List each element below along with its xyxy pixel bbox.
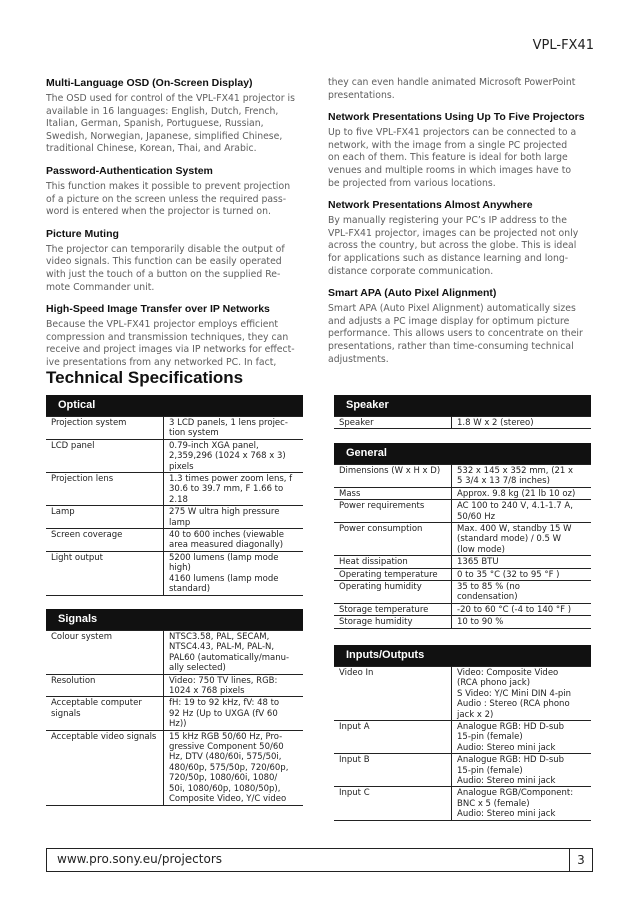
text-line: 275 W ultra high pressure xyxy=(169,507,280,518)
table-row xyxy=(334,581,591,604)
text-line: available in 16 languages: English, Dutch, French, xyxy=(46,105,279,117)
text-line: Hz)) xyxy=(169,719,187,730)
table-row xyxy=(334,568,591,580)
text-line: video signals. This function can be easily operated xyxy=(46,256,282,268)
spec-label xyxy=(334,581,452,604)
text-line: Max. 400 W, standby 15 W xyxy=(457,524,572,535)
text-line: 1365 BTU xyxy=(457,557,499,568)
table-header: Speaker xyxy=(334,395,591,416)
text-line: word is entered when the projector is turned on. xyxy=(46,206,271,218)
text-line: lamp xyxy=(169,517,191,528)
text-line: gressive Component 50/60 xyxy=(169,742,284,753)
text-line: PAL60 (automatically/manu- xyxy=(169,652,290,663)
section-heading: Network Presentations Using Up To Five Projectors xyxy=(328,111,585,124)
text-line: Light output xyxy=(51,552,103,563)
text-line: of a picture on the screen unless the required pass- xyxy=(46,193,287,205)
text-line: Approx. 9.8 kg (21 lb 10 oz) xyxy=(457,488,576,499)
text-line: condensation) xyxy=(457,592,518,603)
table-row xyxy=(334,667,591,721)
text-line: be projected from various locations. xyxy=(328,177,496,189)
text-line: Speaker xyxy=(339,418,374,428)
spec-table xyxy=(334,416,591,429)
table-row xyxy=(46,551,303,595)
spec-value xyxy=(452,556,592,568)
text-section xyxy=(46,303,334,369)
spec-table xyxy=(334,666,591,821)
section-heading: Password-Authentication System xyxy=(46,164,213,177)
signals-table xyxy=(46,609,303,806)
table-row xyxy=(334,500,591,523)
table-row xyxy=(46,439,303,472)
table-row xyxy=(334,754,591,787)
spec-value xyxy=(452,787,592,820)
text-line: Video: 750 TV lines, RGB: xyxy=(169,675,278,686)
text-line: Composite Video, Y/C video xyxy=(169,794,287,805)
spec-value xyxy=(452,417,592,429)
spec-value xyxy=(164,697,304,730)
text-line: 3 LCD panels, 1 lens projec- xyxy=(169,418,288,428)
text-line: and adjusts a PC image display for optimum picture xyxy=(328,315,570,327)
table-row xyxy=(334,487,591,499)
text-line: Storage humidity xyxy=(339,617,413,628)
text-line: 15 kHz RGB 50/60 Hz, Pro- xyxy=(169,731,283,742)
table-header: Signals xyxy=(46,609,303,630)
text-line: Input B xyxy=(339,755,370,766)
text-line: pixels xyxy=(169,461,194,472)
spec-value xyxy=(452,500,592,523)
text-line: Operating temperature xyxy=(339,569,438,580)
spec-label xyxy=(334,568,452,580)
text-line: presentations. xyxy=(328,89,395,101)
text-line: Acceptable video signals xyxy=(51,731,157,742)
spec-value xyxy=(452,667,592,721)
section-body xyxy=(328,215,616,278)
table-row xyxy=(46,730,303,805)
text-line: 1.3 times power zoom lens, f xyxy=(169,474,293,485)
section-heading: Picture Muting xyxy=(46,227,119,240)
text-line: 1.8 W x 2 (stereo) xyxy=(457,418,534,428)
spec-value xyxy=(164,529,304,552)
table-row xyxy=(46,631,303,675)
text-line: Analogue RGB: HD D-sub xyxy=(457,722,565,733)
text-line: Acceptable computer xyxy=(51,698,142,709)
table-row xyxy=(46,506,303,529)
left-text-column xyxy=(46,77,334,379)
table-row xyxy=(46,674,303,697)
text-line: fH: 19 to 92 kHz, fV: 48 to xyxy=(169,698,280,709)
spec-label xyxy=(46,631,164,675)
optical-table xyxy=(46,395,303,596)
text-line: Audio: Stereo mini jack xyxy=(457,809,556,820)
text-line: 2.18 xyxy=(169,494,188,505)
text-line: Audio: Stereo mini jack xyxy=(457,776,556,787)
spec-value xyxy=(164,439,304,472)
spec-value xyxy=(452,568,592,580)
text-line: 92 Hz (Up to UXGA (fV 60 xyxy=(169,708,278,719)
text-line: compression and transmission techniques, they can xyxy=(46,331,289,343)
text-line: tion system xyxy=(169,428,219,439)
spec-value xyxy=(164,631,304,675)
table-row xyxy=(334,556,591,568)
text-line: distance corporate communication. xyxy=(328,265,494,277)
table-row xyxy=(334,787,591,820)
text-line: The projector can temporarily disable the output of xyxy=(46,243,285,255)
table-row xyxy=(46,529,303,552)
text-line: 0.79-inch XGA panel, xyxy=(169,440,259,451)
spec-label xyxy=(334,556,452,568)
text-line: Colour system xyxy=(51,632,113,642)
text-line: 480/60p, 575/50p, 720/60p, xyxy=(169,762,289,773)
text-line: they can even handle animated Microsoft PowerPoint xyxy=(328,77,576,88)
text-line: with just the touch of a button on the supplied Re- xyxy=(46,268,281,280)
text-line: standard) xyxy=(169,584,211,595)
spec-label xyxy=(46,506,164,529)
text-line: Heat dissipation xyxy=(339,557,408,568)
spec-label xyxy=(334,721,452,754)
text-line: (standard mode) / 0.5 W xyxy=(457,534,562,545)
text-line: 50/60 Hz xyxy=(457,511,496,522)
spec-label xyxy=(334,500,452,523)
text-line: network, with the image from a single PC projected xyxy=(328,139,568,151)
text-line: NTSC3.58, PAL, SECAM, xyxy=(169,632,270,642)
text-line: across the country, but across the globe. This is ideal xyxy=(328,240,577,252)
text-line: venues and multiple rooms in which images have to xyxy=(328,164,572,176)
text-line: signals xyxy=(51,708,81,719)
page-number: 3 xyxy=(569,849,592,871)
text-line: S Video: Y/C Mini DIN 4-pin xyxy=(457,688,572,699)
text-line: adjustments. xyxy=(328,353,389,365)
text-line: Input C xyxy=(339,788,370,799)
spec-value xyxy=(164,506,304,529)
spec-value xyxy=(452,487,592,499)
spec-label xyxy=(46,417,164,440)
table-row xyxy=(46,697,303,730)
section-body xyxy=(328,127,616,190)
spec-label xyxy=(334,754,452,787)
spec-label xyxy=(334,667,452,721)
table-header: Inputs/Outputs xyxy=(334,645,591,666)
text-line: performance. This allows users to concentrate on their xyxy=(328,328,583,340)
text-section xyxy=(328,199,616,278)
text-section xyxy=(46,77,334,156)
spec-value xyxy=(164,730,304,805)
spec-label xyxy=(46,730,164,805)
text-line: receive and project images via IP networks for effect- xyxy=(46,344,295,356)
table-row xyxy=(46,417,303,440)
text-section xyxy=(328,111,616,190)
right-text-column xyxy=(328,77,616,375)
text-line: for applications such as distance learning and long- xyxy=(328,252,569,264)
text-line: Up to five VPL-FX41 projectors can be connected to a xyxy=(328,127,577,139)
text-line: Projection system xyxy=(51,418,127,428)
spec-value xyxy=(164,674,304,697)
text-line: jack x 2) xyxy=(457,709,494,720)
table-header: General xyxy=(334,443,591,464)
text-line: Swedish, Norwegian, Japanese, simplified Chinese, xyxy=(46,130,283,142)
text-line: 30.6 to 39.7 mm, F 1.66 to xyxy=(169,484,284,495)
spec-label xyxy=(334,523,452,556)
section-body xyxy=(328,303,616,366)
spec-label xyxy=(46,473,164,506)
text-line: 532 x 145 x 352 mm, (21 x xyxy=(457,466,574,476)
spec-label xyxy=(46,551,164,595)
text-line: 15-pin (female) xyxy=(457,732,523,743)
text-line: traditional Chinese, Korean, Thai, and Arabic. xyxy=(46,143,257,155)
text-line: Analogue RGB/Component: xyxy=(457,788,574,799)
text-line: Analogue RGB: HD D-sub xyxy=(457,755,565,766)
text-section xyxy=(46,228,334,294)
spec-label xyxy=(334,616,452,628)
text-line: Storage temperature xyxy=(339,604,429,615)
text-line: Input A xyxy=(339,722,370,733)
table-row xyxy=(334,721,591,754)
spec-table xyxy=(46,630,303,806)
spec-label xyxy=(334,465,452,488)
text-line: 4160 lumens (lamp mode xyxy=(169,573,279,584)
text-line: on each of them. This feature is ideal for both large xyxy=(328,152,568,164)
section-heading: Smart APA (Auto Pixel Alignment) xyxy=(328,287,497,300)
text-line: (low mode) xyxy=(457,544,505,555)
spec-label xyxy=(334,603,452,615)
text-line: Video: Composite Video xyxy=(457,668,559,678)
text-line: This function makes it possible to prevent projection xyxy=(46,180,291,192)
spec-value xyxy=(452,721,592,754)
text-line: presentations, rather than time-consuming technical xyxy=(328,340,574,352)
spec-value xyxy=(164,473,304,506)
table-row xyxy=(46,473,303,506)
footer-url[interactable]: www.pro.sony.eu/projectors xyxy=(57,852,222,866)
section-body xyxy=(46,244,334,294)
text-line: 50i, 1080/60p, 1080/50p), xyxy=(169,783,281,794)
footer xyxy=(46,848,593,872)
text-line: Lamp xyxy=(51,507,75,518)
text-line: Resolution xyxy=(51,675,96,686)
text-line: Power consumption xyxy=(339,524,423,535)
spec-value xyxy=(164,417,304,440)
text-line: 1024 x 768 pixels xyxy=(169,686,245,697)
text-line: Because the VPL-FX41 projector employs efficient xyxy=(46,319,279,331)
text-line: AC 100 to 240 V, 4.1-1.7 A, xyxy=(457,501,573,512)
text-line: ally selected) xyxy=(169,663,226,674)
spec-label xyxy=(46,674,164,697)
text-line: Power requirements xyxy=(339,501,425,512)
text-line: 720/50p, 1080/60i, 1080/ xyxy=(169,773,278,784)
text-line: Hz, DTV (480/60i, 575/50i, xyxy=(169,752,282,763)
text-line: Audio: Stereo mini jack xyxy=(457,742,556,753)
text-line: 0 to 35 °C (32 to 95 °F ) xyxy=(457,569,560,580)
text-line: NTSC4.43, PAL-M, PAL-N, xyxy=(169,642,275,653)
general-table xyxy=(334,443,591,629)
text-line: (RCA phono jack) xyxy=(457,678,531,689)
text-line: 2,359,296 (1024 x 768 x 3) xyxy=(169,451,286,462)
text-line: ive presentations from any networked PC. In fact, xyxy=(46,356,277,368)
spec-label xyxy=(334,487,452,499)
table-row xyxy=(334,465,591,488)
table-row xyxy=(334,603,591,615)
text-line: -20 to 60 °C (-4 to 140 °F ) xyxy=(457,604,572,615)
text-line: LCD panel xyxy=(51,440,95,451)
speaker-table xyxy=(334,395,591,429)
text-line: 10 to 90 % xyxy=(457,617,504,628)
spec-table xyxy=(334,464,591,629)
text-line: Mass xyxy=(339,488,361,499)
spec-value xyxy=(164,551,304,595)
text-line: 40 to 600 inches (viewable xyxy=(169,530,284,541)
section-body xyxy=(46,181,334,219)
spec-value xyxy=(452,754,592,787)
section-heading: Multi-Language OSD (On-Screen Display) xyxy=(46,77,253,89)
text-line: 35 to 85 % (no xyxy=(457,582,520,593)
text-section xyxy=(328,77,616,102)
text-line: By manually registering your PC’s IP address to the xyxy=(328,215,567,227)
text-line: Screen coverage xyxy=(51,530,123,541)
text-line: Operating humidity xyxy=(339,582,422,593)
spec-title: Technical Specifications xyxy=(46,368,244,387)
table-row xyxy=(334,523,591,556)
text-line: Projection lens xyxy=(51,474,114,485)
text-line: mote Commander unit. xyxy=(46,281,155,293)
text-line: BNC x 5 (female) xyxy=(457,798,530,809)
text-section xyxy=(46,165,334,219)
spec-label xyxy=(46,439,164,472)
spec-value xyxy=(452,465,592,488)
text-line: 15-pin (female) xyxy=(457,765,523,776)
inputs-outputs-table xyxy=(334,645,591,821)
text-line: 5 3/4 x 13 7/8 inches) xyxy=(457,476,550,487)
text-line: The OSD used for control of the VPL-FX41 projector is xyxy=(46,93,295,104)
section-body xyxy=(328,77,616,102)
text-line: Dimensions (W x H x D) xyxy=(339,466,441,476)
text-line: VPL-FX41 projector, images can be projected not only xyxy=(328,227,579,239)
spec-label xyxy=(46,697,164,730)
text-line: area measured diagonally) xyxy=(169,540,284,551)
section-body xyxy=(46,319,334,369)
spec-value xyxy=(452,523,592,556)
text-line: high) xyxy=(169,563,191,574)
table-row xyxy=(334,616,591,628)
text-section xyxy=(328,287,616,366)
spec-table xyxy=(46,416,303,596)
spec-value xyxy=(452,616,592,628)
table-row xyxy=(334,417,591,429)
model-name: VPL-FX41 xyxy=(532,38,594,53)
table-header: Optical xyxy=(46,395,303,416)
spec-value xyxy=(452,581,592,604)
text-line: 5200 lumens (lamp mode xyxy=(169,552,279,563)
spec-value xyxy=(452,603,592,615)
section-heading: Network Presentations Almost Anywhere xyxy=(328,199,533,212)
text-line: Smart APA (Auto Pixel Alignment) automatically sizes xyxy=(328,303,576,315)
spec-label xyxy=(334,417,452,429)
text-line: Italian, German, Spanish, Portuguese, Russian, xyxy=(46,118,264,130)
text-line: Video In xyxy=(339,668,374,678)
section-heading: High-Speed Image Transfer over IP Networks xyxy=(46,303,270,316)
section-body xyxy=(46,93,334,156)
spec-label xyxy=(334,787,452,820)
spec-label xyxy=(46,529,164,552)
text-line: Audio : Stereo (RCA phono xyxy=(457,699,570,710)
